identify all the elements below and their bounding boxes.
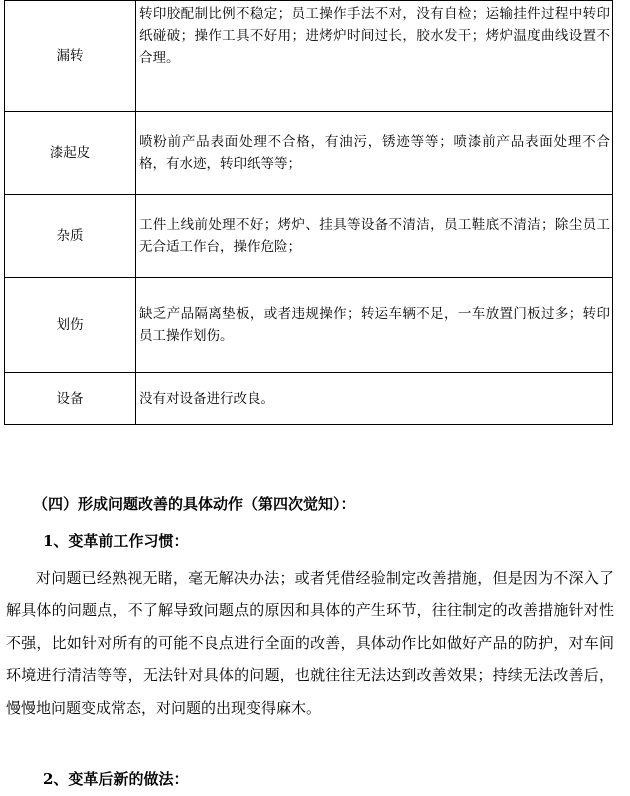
defect-category-cell: 杂质	[5, 195, 136, 278]
defect-description-cell: 缺乏产品隔离垫板，或者违规操作；转运车辆不足，一车放置门板过多；转印员工操作划伤。	[136, 278, 613, 373]
defect-category-cell: 漏转	[5, 1, 136, 112]
defect-category-cell: 漆起皮	[5, 112, 136, 195]
table-row	[5, 112, 613, 195]
table-row	[5, 373, 613, 425]
body-paragraph: 对问题已经熟视无睹，毫无解决办法；或者凭借经验制定改善措施，但是因为不深入了解具体的问题点，不了解导致问题点的原因和具体的产生环节，往往制定的改善措施针对性不强，比如针对所有的可能不良点进行全面的改善，具体动作比如做好产品的防护，对车间环境进行清洁等等，无法针对具体的问题，也就往往无法达到改善效果；持续无法改善后，慢慢地问题变成常态，对问题的出现变得麻木。	[6, 569, 614, 717]
section-heading: （四）形成问题改善的具体动作（第四次觉知）：	[33, 495, 356, 513]
defect-description-cell: 喷粉前产品表面处理不合格，有油污，锈迹等等；喷漆前产品表面处理不合格，有水迹，转印纸等等；	[136, 112, 613, 195]
defect-category-cell: 划伤	[5, 278, 136, 373]
defect-category-cell: 设备	[5, 373, 136, 425]
defects-table	[4, 0, 613, 425]
table-row	[5, 1, 613, 112]
subheading-after-change: 2、变革后新的做法：	[43, 770, 189, 788]
defect-description-cell: 没有对设备进行改良。	[136, 373, 613, 425]
defect-description-cell: 转印胶配制比例不稳定；员工操作手法不对，没有自检；运输挂件过程中转印纸碰破；操作工具不好用；进烤炉时间过长，胶水发干；烤炉温度曲线设置不合理。	[136, 1, 613, 112]
table-row	[5, 278, 613, 373]
subheading-before-change: 1、变革前工作习惯：	[43, 532, 189, 550]
defect-description-cell: 工件上线前处理不好；烤炉、挂具等设备不清洁，员工鞋底不清洁；除尘员工无合适工作台，操作危险；	[136, 195, 613, 278]
table-row	[5, 195, 613, 278]
